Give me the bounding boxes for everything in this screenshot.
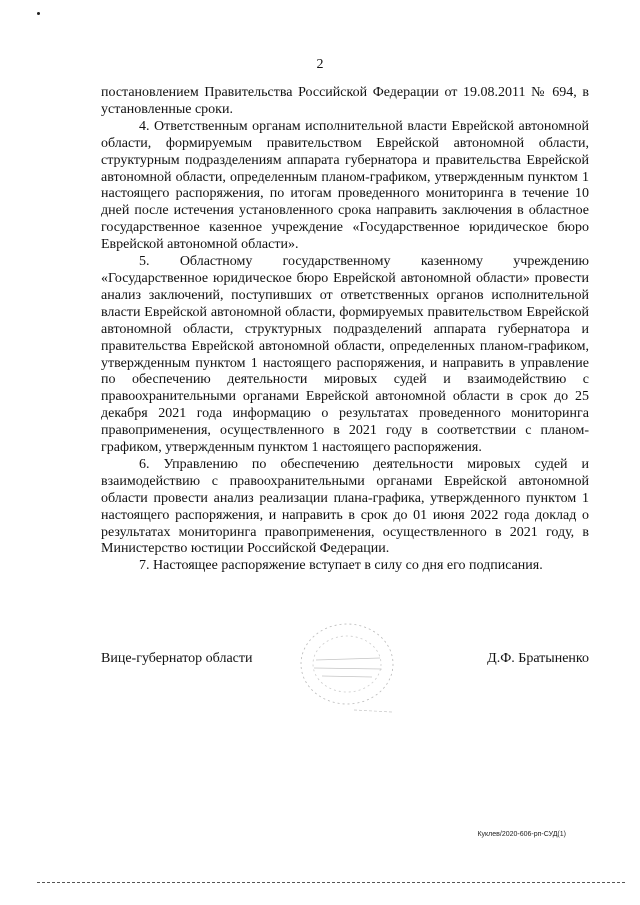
page-number: 2 <box>316 57 324 72</box>
paragraph-item-7: 7. Настоящее распоряжение вступает в силу со дня его подписания. <box>139 558 543 574</box>
scan-edge-line <box>37 882 625 883</box>
paragraph-continuation: постановлением Правительства Российской Федерации от 19.08.2011 № 694, в установленные сроки. <box>101 85 589 117</box>
paragraph-item-4: 4. Ответственным органам исполнительной власти Еврейской автономной области, формируемым правительством Еврейской автономной области, структурным подразделениям аппарата губернатора и правительства Еврейской автономной области, определенным планом-графиком, утвержденным пунктом 1 настоящего распоряжения, по итогам проведенного мониторинга в течение 10 дней после истечения установленного срока направить заключения в областное государственное казенное учреждение «Государственное юридическое бюро Еврейской автономной области». <box>101 118 589 253</box>
paragraph-item-5: 5. Областному государственному казенному учреждению «Государственное юридическое бюро Еврейской автономной области» провести анализ заключений, поступивших от ответственных органов исполнительной власти Еврейской автономной области, формируемых правительством Еврейской автономной области, структурных подразделений аппарата губернатора и правительства Еврейской автономной области, определенных планом-графиком, утвержденным пунктом 1 настоящего распоряжения, и направить в управление по обеспечению деятельности мировых судей и взаимодействию с правоохранительными органами Еврейской автономной области в срок до 25 декабря 2021 года информацию о результатах проведенного мониторинга правоприменения, осуществленного в 2021 году в соответствии с планом-графиком, утвержденным пунктом 1 настоящего распоряжения. <box>101 254 589 456</box>
signatory-position: Вице-губернатор области <box>101 651 253 666</box>
document-code: Куклев/2020-606-рп-СУД(1) <box>477 831 566 838</box>
signatory-name: Д.Ф. Братыненко <box>487 651 589 666</box>
document-body <box>101 85 589 575</box>
signature-block <box>101 651 589 671</box>
paragraph-item-6: 6. Управлению по обеспечению деятельности мировых судей и взаимодействию с правоохранительными органами Еврейской автономной области провести анализ реализации плана-графика, утвержденного пунктом 1 настоящего распоряжения, и направить в срок до 01 июня 2022 года доклад о результатах мониторинга правоприменения, осуществленного в 2021 году, в Министерство юстиции Российской Федерации. <box>101 456 589 557</box>
scan-speck <box>37 12 40 15</box>
